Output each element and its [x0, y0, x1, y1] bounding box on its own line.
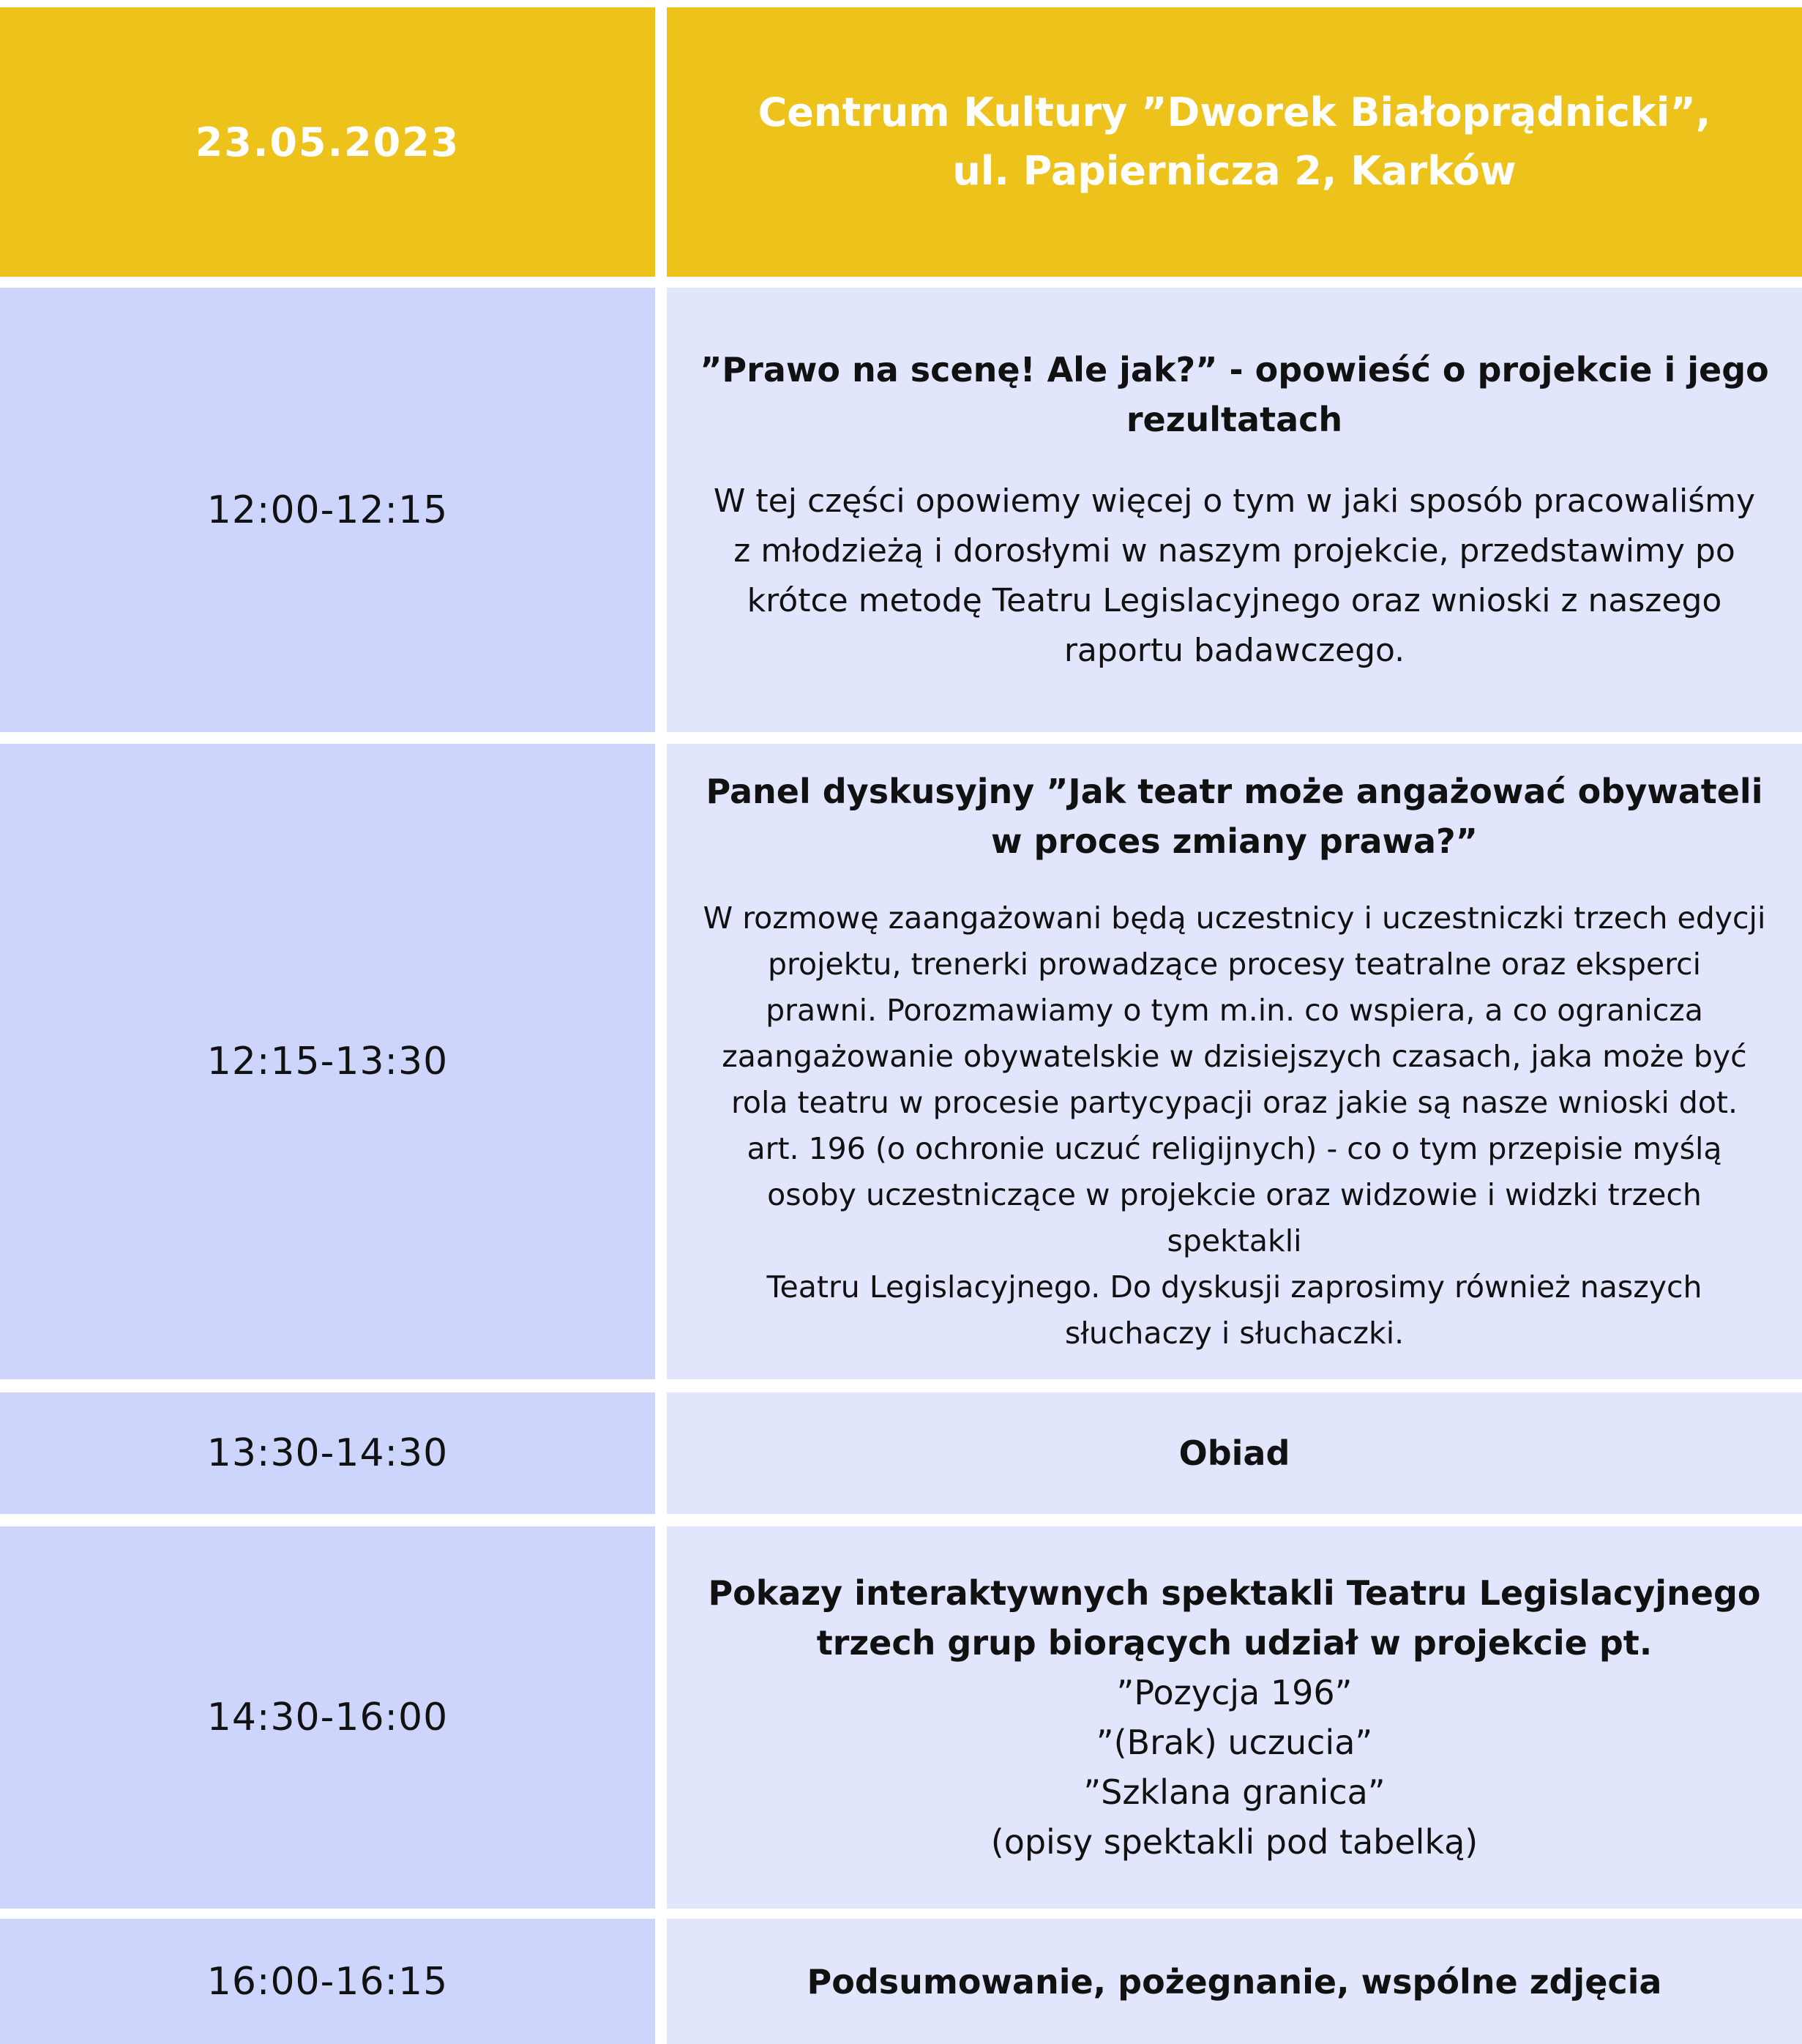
- agenda-description: prawni. Porozmawiamy o tym m.in. co wspiera, a co ogranicza: [766, 993, 1703, 1028]
- event-date: 23.05.2023: [195, 119, 460, 165]
- agenda-description: raportu badawczego.: [1063, 631, 1405, 669]
- time-cell: [0, 288, 655, 732]
- agenda-title: w proces zmiany prawa?”: [991, 821, 1478, 861]
- agenda-title: Podsumowanie, pożegnanie, wspólne zdjęcia: [807, 1961, 1662, 2002]
- time-cell: [0, 1526, 655, 1909]
- performance-title: ”(Brak) uczucia”: [1096, 1723, 1373, 1762]
- agenda-title: trzech grup biorących udział w projekcie pt.: [816, 1623, 1653, 1663]
- agenda-cell: [667, 1919, 1802, 2044]
- agenda-description: rola teatru w procesie partycypacji oraz jakie są nasze wnioski dot.: [730, 1085, 1738, 1120]
- venue-cell: [667, 7, 1802, 277]
- agenda-title: Panel dyskusyjny ”Jak teatr może angażować obywateli: [706, 772, 1763, 811]
- time-slot: 14:30-16:00: [206, 1696, 449, 1739]
- time-slot: 13:30-14:30: [206, 1431, 449, 1475]
- agenda-description: W rozmowę zaangażowani będą uczestnicy i uczestniczki trzech edycji: [703, 900, 1766, 936]
- time-cell: [0, 1919, 655, 2044]
- agenda-description: słuchaczy i słuchaczki.: [1064, 1316, 1405, 1351]
- time-slot: 12:00-12:15: [206, 488, 449, 532]
- agenda-description: Teatru Legislacyjnego. Do dyskusji zaprosimy również naszych: [766, 1269, 1702, 1305]
- time-cell: [0, 744, 655, 1379]
- performance-title: ”Pozycja 196”: [1116, 1673, 1353, 1712]
- agenda-cell: [667, 744, 1802, 1379]
- performance-title: ”Szklana granica”: [1083, 1772, 1386, 1812]
- agenda-description: art. 196 (o ochronie uczuć religijnych) - co o tym przepisie myślą: [747, 1131, 1722, 1166]
- time-cell: [0, 1392, 655, 1514]
- agenda-description: W tej części opowiemy więcej o tym w jaki sposób pracowaliśmy: [713, 482, 1756, 520]
- agenda-title: Pokazy interaktywnych spektakli Teatru Legislacyjnego: [708, 1573, 1761, 1613]
- agenda-title: Obiad: [1178, 1433, 1290, 1473]
- date-cell: [0, 7, 655, 277]
- time-slot: 16:00-16:15: [206, 1959, 449, 2004]
- venue-address: ul. Papiernicza 2, Karków: [952, 148, 1517, 194]
- agenda-description: z młodzieżą i dorosłymi w naszym projekcie, przedstawimy po: [733, 531, 1735, 570]
- venue-name: Centrum Kultury ”Dworek Białoprądnicki”,: [758, 89, 1711, 135]
- agenda-title: ”Prawo na scenę! Ale jak?” - opowieść o projekcie i jego: [700, 349, 1769, 389]
- agenda-description: krótce metodę Teatru Legislacyjnego oraz wnioski z naszego: [747, 581, 1722, 619]
- agenda-cell: [667, 288, 1802, 732]
- agenda-note: (opisy spektakli pod tabelką): [990, 1822, 1478, 1862]
- agenda-cell: [667, 1392, 1802, 1514]
- agenda-cell: [667, 1526, 1802, 1909]
- time-slot: 12:15-13:30: [206, 1040, 449, 1083]
- agenda-description: zaangażowanie obywatelskie w dzisiejszych czasach, jaka może być: [722, 1039, 1747, 1074]
- agenda-description: osoby uczestniczące w projekcie oraz widzowie i widzki trzech spektakli: [767, 1177, 1702, 1258]
- agenda-description: projektu, trenerki prowadzące procesy teatralne oraz eksperci: [768, 947, 1701, 982]
- agenda-title: rezultatach: [1126, 399, 1343, 439]
